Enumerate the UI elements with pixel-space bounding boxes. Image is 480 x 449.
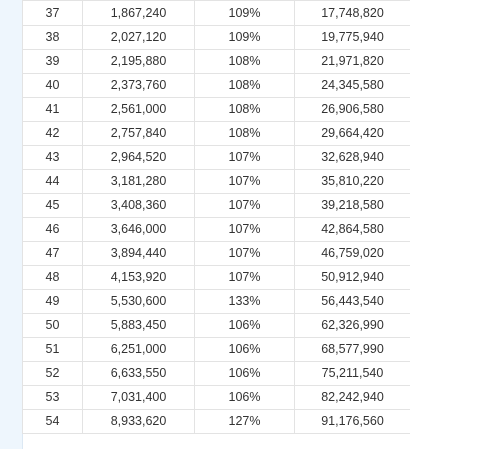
level-cell: 47 bbox=[23, 242, 83, 266]
percent-cell: 133% bbox=[195, 290, 295, 314]
level-cell: 39 bbox=[23, 50, 83, 74]
value-cell: 5,530,600 bbox=[83, 290, 195, 314]
level-cell: 37 bbox=[23, 1, 83, 26]
total-cell: 75,211,540 bbox=[295, 362, 411, 386]
total-cell: 24,345,580 bbox=[295, 74, 411, 98]
value-cell: 3,181,280 bbox=[83, 170, 195, 194]
table-row bbox=[23, 50, 411, 74]
value-cell: 5,883,450 bbox=[83, 314, 195, 338]
data-table bbox=[22, 0, 410, 434]
percent-cell: 108% bbox=[195, 74, 295, 98]
left-panel-strip bbox=[0, 0, 23, 449]
total-cell: 21,971,820 bbox=[295, 50, 411, 74]
table-row bbox=[23, 98, 411, 122]
value-cell: 1,867,240 bbox=[83, 1, 195, 26]
total-cell: 50,912,940 bbox=[295, 266, 411, 290]
table-row bbox=[23, 266, 411, 290]
total-cell: 32,628,940 bbox=[295, 146, 411, 170]
table-row bbox=[23, 170, 411, 194]
table-row bbox=[23, 1, 411, 26]
percent-cell: 108% bbox=[195, 122, 295, 146]
level-cell: 54 bbox=[23, 410, 83, 434]
percent-cell: 108% bbox=[195, 50, 295, 74]
total-cell: 56,443,540 bbox=[295, 290, 411, 314]
total-cell: 62,326,990 bbox=[295, 314, 411, 338]
table-row bbox=[23, 122, 411, 146]
total-cell: 46,759,020 bbox=[295, 242, 411, 266]
percent-cell: 107% bbox=[195, 242, 295, 266]
total-cell: 17,748,820 bbox=[295, 1, 411, 26]
level-cell: 41 bbox=[23, 98, 83, 122]
level-cell: 42 bbox=[23, 122, 83, 146]
level-cell: 44 bbox=[23, 170, 83, 194]
table-row bbox=[23, 26, 411, 50]
value-cell: 2,027,120 bbox=[83, 26, 195, 50]
total-cell: 35,810,220 bbox=[295, 170, 411, 194]
table-row bbox=[23, 362, 411, 386]
value-cell: 8,933,620 bbox=[83, 410, 195, 434]
table-row bbox=[23, 314, 411, 338]
level-cell: 50 bbox=[23, 314, 83, 338]
total-cell: 26,906,580 bbox=[295, 98, 411, 122]
value-cell: 3,408,360 bbox=[83, 194, 195, 218]
percent-cell: 107% bbox=[195, 266, 295, 290]
percent-cell: 107% bbox=[195, 146, 295, 170]
table-row bbox=[23, 218, 411, 242]
total-cell: 19,775,940 bbox=[295, 26, 411, 50]
level-cell: 40 bbox=[23, 74, 83, 98]
value-cell: 2,373,760 bbox=[83, 74, 195, 98]
value-cell: 6,633,550 bbox=[83, 362, 195, 386]
total-cell: 39,218,580 bbox=[295, 194, 411, 218]
table-row bbox=[23, 194, 411, 218]
value-cell: 7,031,400 bbox=[83, 386, 195, 410]
level-cell: 43 bbox=[23, 146, 83, 170]
table-body bbox=[23, 1, 411, 434]
level-cell: 45 bbox=[23, 194, 83, 218]
value-cell: 3,646,000 bbox=[83, 218, 195, 242]
table-row bbox=[23, 338, 411, 362]
level-cell: 53 bbox=[23, 386, 83, 410]
value-cell: 6,251,000 bbox=[83, 338, 195, 362]
total-cell: 42,864,580 bbox=[295, 218, 411, 242]
level-cell: 52 bbox=[23, 362, 83, 386]
table-row bbox=[23, 74, 411, 98]
value-cell: 4,153,920 bbox=[83, 266, 195, 290]
percent-cell: 107% bbox=[195, 218, 295, 242]
data-table-container bbox=[22, 0, 410, 449]
total-cell: 68,577,990 bbox=[295, 338, 411, 362]
table-row bbox=[23, 410, 411, 434]
right-blank-area bbox=[410, 0, 480, 449]
table-row bbox=[23, 386, 411, 410]
value-cell: 2,561,000 bbox=[83, 98, 195, 122]
total-cell: 82,242,940 bbox=[295, 386, 411, 410]
total-cell: 29,664,420 bbox=[295, 122, 411, 146]
value-cell: 2,195,880 bbox=[83, 50, 195, 74]
percent-cell: 106% bbox=[195, 314, 295, 338]
level-cell: 38 bbox=[23, 26, 83, 50]
percent-cell: 106% bbox=[195, 386, 295, 410]
percent-cell: 109% bbox=[195, 26, 295, 50]
table-row bbox=[23, 290, 411, 314]
percent-cell: 108% bbox=[195, 98, 295, 122]
percent-cell: 107% bbox=[195, 194, 295, 218]
level-cell: 51 bbox=[23, 338, 83, 362]
level-cell: 49 bbox=[23, 290, 83, 314]
value-cell: 2,757,840 bbox=[83, 122, 195, 146]
percent-cell: 109% bbox=[195, 1, 295, 26]
percent-cell: 127% bbox=[195, 410, 295, 434]
total-cell: 91,176,560 bbox=[295, 410, 411, 434]
percent-cell: 107% bbox=[195, 170, 295, 194]
table-row bbox=[23, 146, 411, 170]
percent-cell: 106% bbox=[195, 362, 295, 386]
value-cell: 2,964,520 bbox=[83, 146, 195, 170]
level-cell: 48 bbox=[23, 266, 83, 290]
percent-cell: 106% bbox=[195, 338, 295, 362]
table-row bbox=[23, 242, 411, 266]
level-cell: 46 bbox=[23, 218, 83, 242]
value-cell: 3,894,440 bbox=[83, 242, 195, 266]
